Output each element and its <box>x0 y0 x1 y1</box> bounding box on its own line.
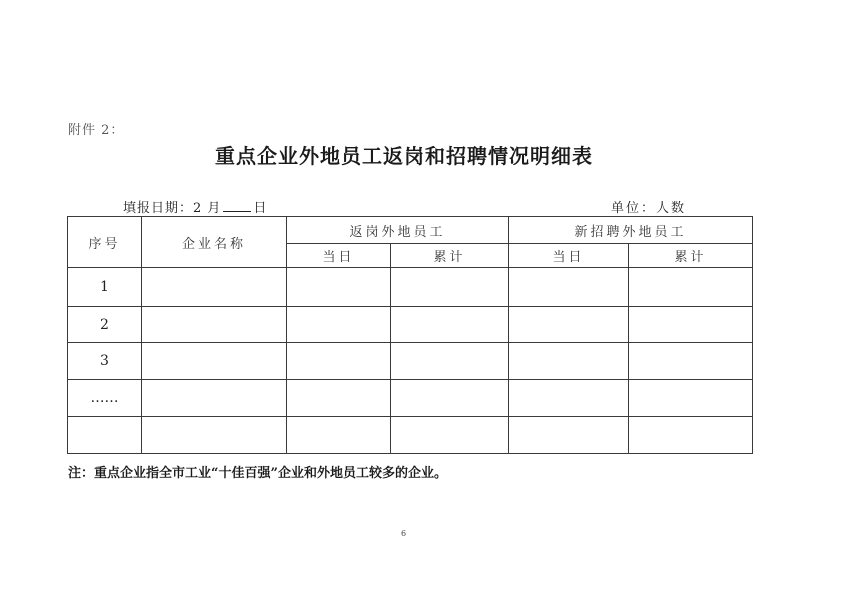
returned-cumulative-cell <box>391 380 509 417</box>
fill-date-suffix: 日 <box>253 201 268 216</box>
detail-table <box>67 216 753 454</box>
returned-cumulative-cell <box>391 417 509 454</box>
company-name-cell <box>142 307 287 343</box>
header-company-name: 企业名称 <box>142 217 287 268</box>
header-new-today: 当日 <box>509 244 629 268</box>
table-row <box>68 417 753 454</box>
table-row <box>68 380 753 417</box>
company-name-cell <box>142 343 287 380</box>
fill-date-blank <box>223 198 251 212</box>
seq-cell: 2 <box>68 307 142 343</box>
company-name-cell <box>142 268 287 307</box>
footnote: 注：重点企业指全市工业“十佳百强”企业和外地员工较多的企业。 <box>68 466 447 481</box>
header-returned-group: 返岗外地员工 <box>287 217 509 244</box>
attachment-label: 附件 2： <box>68 123 125 138</box>
company-name-cell <box>142 417 287 454</box>
page-number: 6 <box>401 529 407 538</box>
unit-label: 单位：人数 <box>611 201 687 216</box>
returned-today-cell <box>287 343 391 380</box>
new-today-cell <box>509 380 629 417</box>
returned-today-cell <box>287 307 391 343</box>
seq-cell: 1 <box>68 268 142 307</box>
new-cumulative-cell <box>629 307 753 343</box>
company-name-cell <box>142 380 287 417</box>
returned-cumulative-cell <box>391 343 509 380</box>
returned-cumulative-cell <box>391 268 509 307</box>
header-returned-today: 当日 <box>287 244 391 268</box>
fill-date-prefix: 填报日期：2 月 <box>123 201 222 216</box>
table-row <box>68 268 753 307</box>
table-row <box>68 343 753 380</box>
seq-cell <box>68 417 142 454</box>
header-new-cumulative: 累计 <box>629 244 753 268</box>
header-row-1 <box>68 217 753 244</box>
new-cumulative-cell <box>629 417 753 454</box>
new-cumulative-cell <box>629 268 753 307</box>
new-today-cell <box>509 417 629 454</box>
new-today-cell <box>509 343 629 380</box>
new-cumulative-cell <box>629 343 753 380</box>
returned-today-cell <box>287 380 391 417</box>
header-returned-cumulative: 累计 <box>391 244 509 268</box>
returned-cumulative-cell <box>391 307 509 343</box>
seq-cell: 3 <box>68 343 142 380</box>
new-cumulative-cell <box>629 380 753 417</box>
new-today-cell <box>509 268 629 307</box>
fill-date-line <box>123 197 267 216</box>
document-title: 重点企业外地员工返岗和招聘情况明细表 <box>215 144 593 168</box>
header-seq: 序号 <box>68 217 142 268</box>
returned-today-cell <box>287 268 391 307</box>
table-row <box>68 307 753 343</box>
seq-cell: …… <box>68 380 142 417</box>
returned-today-cell <box>287 417 391 454</box>
new-today-cell <box>509 307 629 343</box>
header-new-hire-group: 新招聘外地员工 <box>509 217 753 244</box>
